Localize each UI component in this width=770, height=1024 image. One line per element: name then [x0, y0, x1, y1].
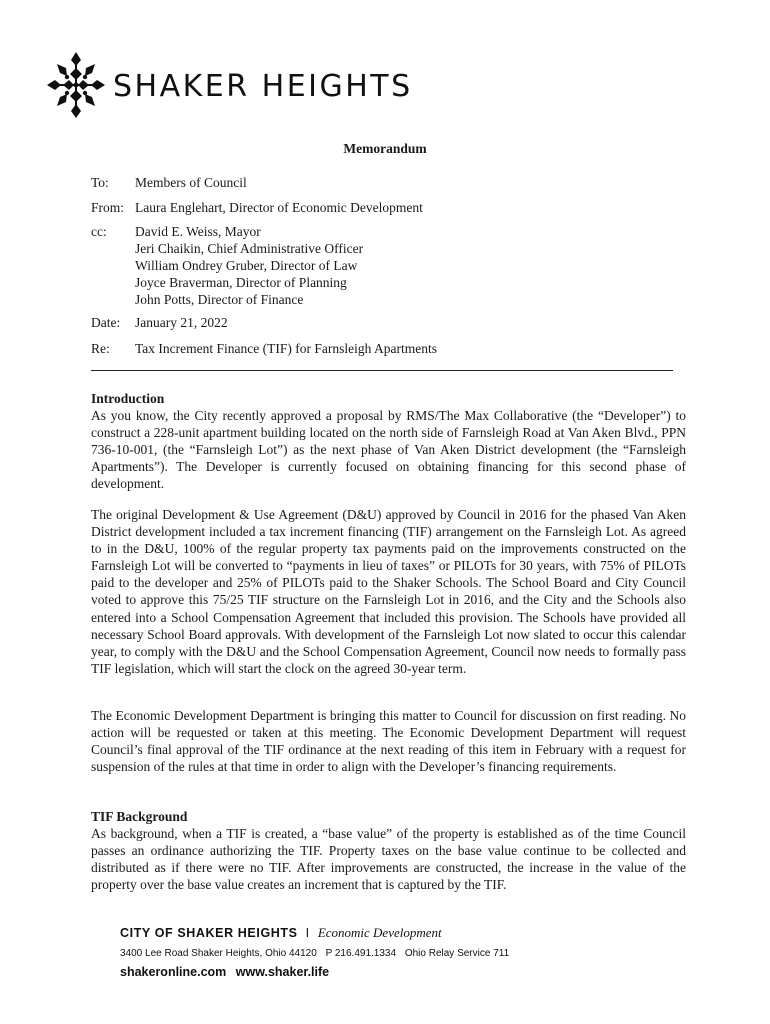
- re-value: Tax Increment Finance (TIF) for Farnsleigh Apartments: [135, 341, 437, 356]
- tif-heading: TIF Background: [91, 809, 188, 824]
- memo-title: Memorandum: [343, 141, 427, 156]
- footer-address: 3400 Lee Road Shaker Heights, Ohio 44120: [120, 948, 317, 959]
- cc-item: Jeri Chaikin, Chief Administrative Officer: [135, 241, 364, 256]
- footer-websites: [120, 965, 335, 979]
- intro-section: [91, 390, 686, 493]
- footer-relay: Ohio Relay Service 711: [404, 948, 510, 959]
- tif-paragraph-1: As background, when a TIF is created, a “base value” of the property is established as of the time Council passes an ordinance authorizing the TIF. Property taxes on the base value continue to be collected and distributed as if there were no TIF. After improvements are constructed, the increase in the value of the property over the base value creates an increment that is captured by the TIF.: [91, 826, 686, 893]
- date-value: January 21, 2022: [135, 315, 228, 330]
- tif-section: [91, 808, 686, 893]
- intro-paragraph-2-block: [91, 506, 686, 677]
- brand-name: SHAKER HEIGHTS: [113, 68, 413, 104]
- from-label: From:: [91, 200, 125, 215]
- intro-paragraph-2: The original Development & Use Agreement (D&U) approved by Council in 2016 for the phased Van Aken District development included a tax increment financing (TIF) arrangement on the Farnsleigh Lot. As agreed to in the D&U, 100% of the regular property tax payments paid on the improvements constructed on the Farnsleigh Lot will be converted to “payments in lieu of taxes” or PILOTs for 30 years, with 75% of PILOTs paid to the developer and 25% of PILOTs paid to the Shaker Schools. The School Board and City Council voted to approve this 75/25 TIF structure on the Farnsleigh Lot in 2016, and the City and the Schools also entered into a School Compensation Agreement that included this provision. The Schools have provided all necessary School Board approvals. With development of the Farnsleigh Lot now slated to occur this calendar year, to comply with the D&U and the School Compensation Agreement, Council now needs to formally pass TIF legislation, which will start the clock on the agreed 30-year term.: [91, 507, 686, 676]
- header-divider: [91, 370, 673, 371]
- re-label: Re:: [91, 341, 110, 356]
- to-label: To:: [91, 175, 109, 190]
- footer-city: CITY OF SHAKER HEIGHTS: [120, 926, 298, 940]
- cc-item: William Ondrey Gruber, Director of Law: [135, 258, 358, 273]
- logo: [45, 50, 413, 120]
- shaker-leaf-icon: [45, 50, 107, 120]
- cc-item: John Potts, Director of Finance: [135, 292, 304, 307]
- from-value: Laura Englehart, Director of Economic Development: [135, 200, 423, 215]
- footer-dept: Economic Development: [317, 925, 442, 940]
- footer-contact: [120, 948, 515, 959]
- cc-item: David E. Weiss, Mayor: [135, 224, 261, 239]
- intro-heading: Introduction: [91, 391, 165, 406]
- intro-paragraph-3: The Economic Development Department is bringing this matter to Council for discussion on first reading. No action will be requested or taken at this meeting. The Economic Development Department will request Council’s final approval of the TIF ordinance at the next reading of this item in February with a request for suspension of the rules at that time in order to align with the Developer’s financing requirements.: [91, 708, 686, 775]
- intro-paragraph-1: As you know, the City recently approved a proposal by RMS/The Max Collaborative (the “Developer”) to construct a 228-unit apartment building located on the north side of Farnsleigh Road at Van Aken Blvd., PPN 736-10-001, (the “Farnsleigh Lot”) as the next phase of Van Aken District development (the “Farnsleigh Apartments”). The Developer is currently focused on obtaining financing for this second phase of development.: [91, 408, 686, 492]
- date-label: Date:: [91, 315, 121, 330]
- footer-site-2[interactable]: www.shaker.life: [235, 965, 330, 979]
- cc-label: cc:: [91, 224, 107, 239]
- cc-item: Joyce Braverman, Director of Planning: [135, 275, 347, 290]
- footer-org: [120, 925, 442, 941]
- intro-paragraph-3-block: [91, 707, 686, 775]
- footer-phone: P 216.491.1334: [325, 948, 397, 959]
- footer-site-1[interactable]: shakeronline.com: [120, 965, 227, 979]
- to-value: Members of Council: [135, 175, 247, 190]
- footer-separator: I: [305, 926, 310, 940]
